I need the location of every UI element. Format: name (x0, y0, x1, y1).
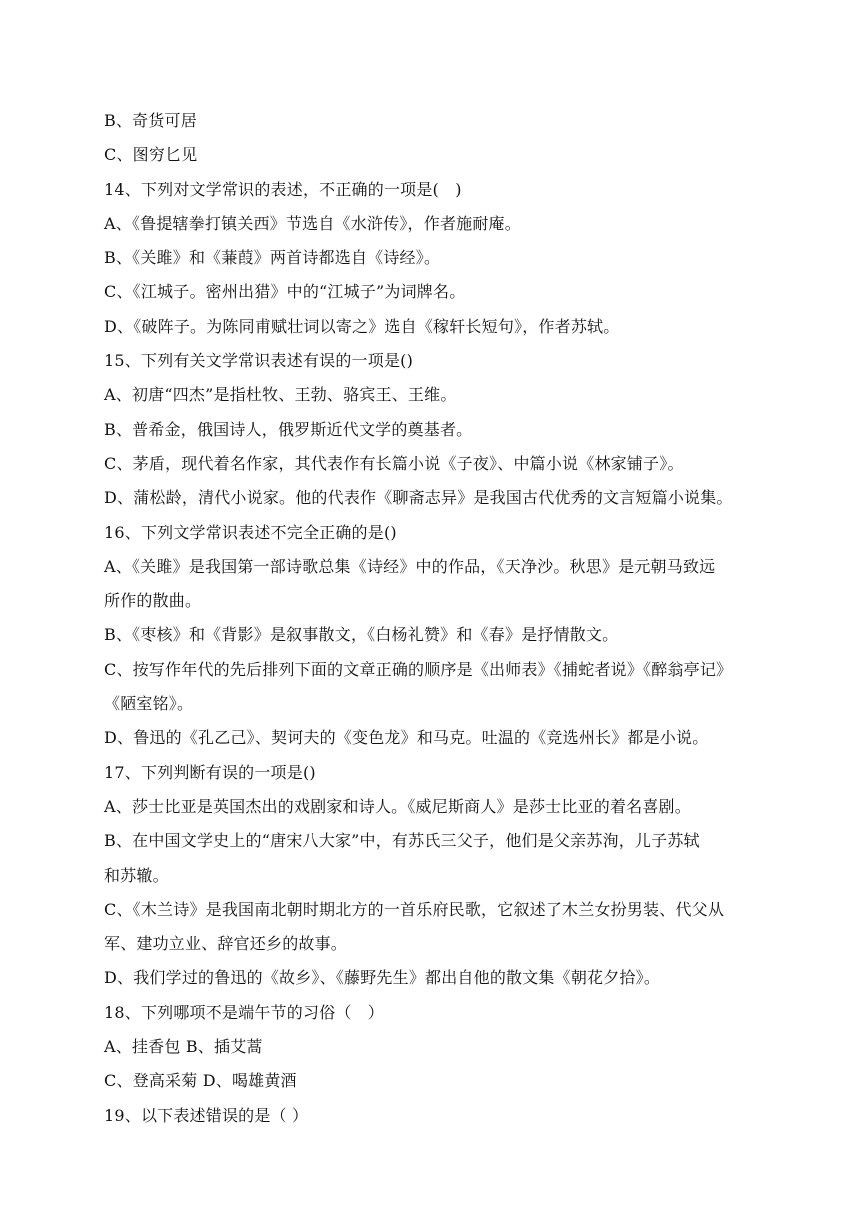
question-16: 16、下列文学常识表述不完全正确的是() (104, 522, 397, 542)
text-line: D、《破阵子。为陈同甫赋壮词以寄之》选自《稼轩长短句》，作者苏轼。 (104, 316, 620, 336)
text-line: 和苏辙。 (104, 865, 169, 885)
text-line: C、茅盾，现代着名作家，其代表作有长篇小说《子夜》、中篇小说《林家铺子》。 (104, 453, 684, 473)
text-line: A、《关雎》是我国第一部诗歌总集《诗经》中的作品，《天净沙。秋思》是元朝马致远 (104, 556, 716, 576)
text-line: C、《木兰诗》是我国南北朝时期北方的一首乐府民歌，它叙述了木兰女扮男装、代父从 (104, 899, 725, 919)
text-line: 《陋室铭》。 (104, 694, 194, 714)
question-18: 18、下列哪项不是端午节的习俗（ ） (104, 1002, 384, 1022)
text-line: D、蒲松龄，清代小说家。他的代表作《聊斋志异》是我国古代优秀的文言短篇小说集。 (104, 488, 733, 508)
text-line: C、按写作年代的先后排列下面的文章正确的顺序是《出师表》《捕蛇者说》《醉翁亭记》 (104, 659, 733, 679)
text-line: D、我们学过的鲁迅的《故乡》、《藤野先生》都出自他的散文集《朝花夕拾》。 (104, 968, 661, 988)
text-line: D、鲁迅的《孔乙己》、契诃夫的《变色龙》和马克。吐温的《竞选州长》都是小说。 (104, 728, 709, 748)
text-line: 所作的散曲。 (104, 591, 202, 611)
text-line: B、在中国文学史上的“唐宋八大家”中，有苏氏三父子，他们是父亲苏洵，儿子苏轼 (104, 831, 700, 851)
question-15: 15、下列有关文学常识表述有误的一项是() (104, 351, 414, 371)
text-line: A、初唐“四杰”是指杜牧、王勃、骆宾王、王维。 (104, 385, 457, 405)
text-line: C、图穷匕见 (104, 145, 198, 165)
text-line: B、《关雎》和《蒹葭》两首诗都选自《诗经》。 (104, 248, 441, 268)
text-line: A、《鲁提辖拳打镇关西》节选自《水浒传》，作者施耐庵。 (104, 213, 521, 233)
text-line: A、挂香包 B、插艾蒿 (104, 1037, 263, 1057)
question-19: 19、以下表述错误的是（ ） (104, 1105, 309, 1125)
question-14: 14、下列对文学常识的表述，不正确的一项是( ) (104, 179, 462, 199)
text-line: 军、建功立业、辞官还乡的故事。 (104, 934, 348, 954)
text-line: B、奇货可居 (104, 111, 197, 130)
text-line: C、登高采菊 D、喝雄黄酒 (104, 1071, 297, 1091)
text-line: B、普希金，俄国诗人，俄罗斯近代文学的奠基者。 (104, 419, 473, 439)
question-17: 17、下列判断有误的一项是() (104, 762, 316, 782)
text-line: C、《江城子。密州出猎》中的“江城子”为词牌名。 (104, 282, 466, 302)
text-line: B、《枣核》和《背影》是叙事散文，《白杨礼赞》和《春》是抒情散文。 (104, 625, 619, 645)
document-page (104, 104, 764, 1133)
text-line: A、莎士比亚是英国杰出的戏剧家和诗人。《威尼斯商人》是莎士比亚的着名喜剧。 (104, 796, 691, 816)
